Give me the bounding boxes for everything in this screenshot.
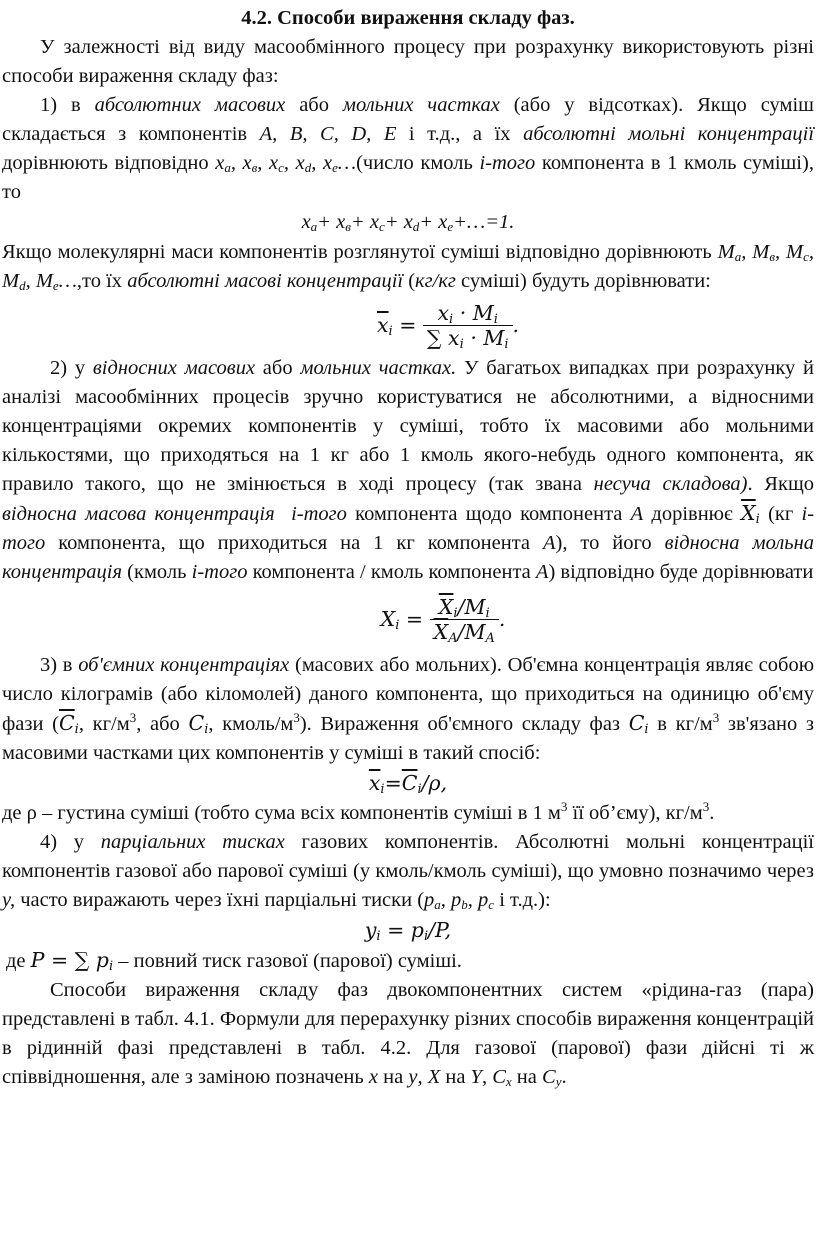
paragraph-volume: 3) в об'ємних концентраціях (масових або мольних). Об'ємна концентрація являє собою число кілограмів (або кіломолей) даного компонента, що приходиться на одиницю об'єму фази ($\overline{C}_i$, $кг/м^3$, або $C_i$, кмоль/$м^3$). Вираження об'ємного складу фаз $C_i$ в $кг/м^3$ зв'язано з масовими частками цих компонентів у суміші в такий спосіб: — [2, 654, 815, 764]
section-heading: 4.2. Способи вираження складу фаз. — [241, 7, 575, 29]
paragraph-molecular-mass: Якщо молекулярні маси компонентів розглянутої суміші відповідно дорівнюють $M_a$, $M_в$, $M_c$, $M_d$, $M_e\dots,то$ їх абсолютні масові концентрації (кг/кг суміші) будуть дорівнювати: — [2, 241, 815, 293]
equation-relative-molar: $X_i$ = $\frac{\overline{X}_i/M_i}{\overline{X}_A/M_A}$ . — [380, 594, 506, 646]
paragraph-absolute: 1) в абсолютних масових або мольних частках (або у відсотках). Якщо суміш складається з компонентів A, B, C, D, E і т.д., а їх абсолютні мольні концентрації дорівнюють відповідно $x_a$, $x_в$, $x_c$, $x_d$, $x_e\dots(число$ кмоль і-того компонента в 1 кмоль суміші), то — [2, 94, 815, 203]
intro-paragraph: У залежності від виду масообмінного процесу при розрахунку використовують різні способи вираження складу фаз: — [2, 36, 814, 87]
equation-mass-fraction: $\overline{x}_i$ = $\frac{x_i \cdot M_i}{\sum x_i \cdot M_i}$ . — [376, 300, 520, 352]
paragraph-density: де ρ – густина суміші (тобто сума всіх компонентів суміші в 1 $м^3$ її об’єму), $кг/м^3$. — [2, 799, 715, 824]
paragraph-relative: 2) у відносних масових або мольних частках. У багатьох випадках при розрахунку й аналізі масообмінних процесів зручно користуватися не абсолютними, а відносними концентраціями окремих компонентів у суміші, тобто їх масовими або мольними кількостями, що приходяться на 1 кг або 1 кмоль якого-небудь одного компонента, як правило такого, що не змінюється в ході процесу (так звана несуча складова). Якщо відносна масова концентрація і-того компонента щодо компонента A дорівнює $\overline{X}_i$ (кг і-того компонента, що приходиться на 1 кг компонента A), то його відносна мольна концентрація (кмоль і-того компонента / кмоль компонента A) відповідно буде дорівнювати — [2, 357, 815, 583]
equation-sum-fractions: $x_a+ x_в+ x_c+ x_d+$ $x_e+\dots=1$. — [301, 211, 515, 234]
equation-partial-pressure: $y_i = p_i/P$, — [364, 918, 452, 944]
equation-volume: $\overline{x}_i=\overline{C}_i/\rho$, — [368, 771, 448, 797]
paragraph-total-pressure: де P = ∑ $p_i$ – повний тиск газової (парової) суміші. — [6, 948, 462, 974]
paragraph-partial-pressure: 4) у парціальних тисках газових компонентів. Абсолютні мольні концентрації компонентів газової або парової суміші (у кмоль/кмоль суміші), що умовно позначимо через y, часто виражають через їхні парціальні тиски ($p_a$, $p_b$, $p_c$ і т.д.): — [2, 831, 815, 912]
paragraph-tables: Способи вираження складу фаз двокомпонентних систем «рідина-газ (пара) представлені в табл. 4.1. Формули для перерахунку різних способів вираження концентрацій в рідинній фазі представлені в табл. 4.2. Для газової (парової) фази дійсні ті ж співвідношення, але з заміною позначень x на y, X на Y, $C_x$ на $C_y$. — [2, 979, 814, 1089]
